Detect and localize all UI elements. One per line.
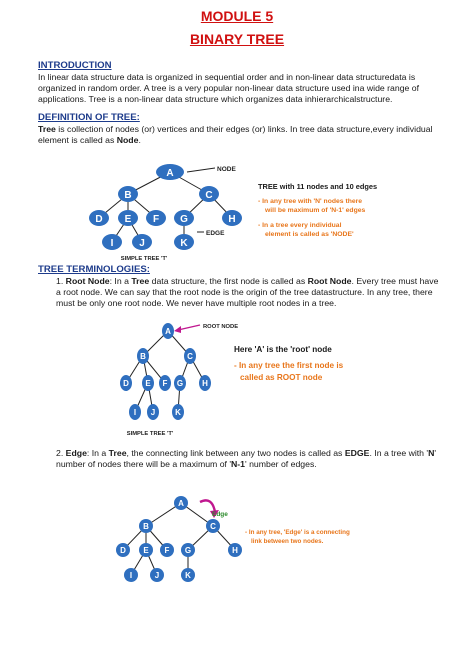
- tree-node-d: [89, 210, 109, 226]
- svg-text:K: K: [185, 571, 191, 580]
- svg-text:H: H: [232, 546, 238, 555]
- tree-node-g: [174, 210, 194, 226]
- svg-text:A: A: [178, 499, 184, 508]
- svg-text:I: I: [133, 408, 137, 417]
- figure-simple-tree-1: [0, 155, 474, 265]
- svg-text:J: J: [154, 571, 160, 580]
- tree-node-a: [156, 164, 184, 180]
- svg-text:J: J: [139, 238, 145, 249]
- tree-node-i: [102, 234, 122, 250]
- svg-text:G: G: [176, 379, 184, 388]
- tree2-node-f: [159, 375, 171, 391]
- svg-text:C: C: [187, 352, 193, 361]
- label-edge-green: Edge: [212, 511, 228, 518]
- edge-paragraph: 2. Edge: In a Tree, the connecting link between any two nodes is called as EDGE. In a tree with 'N' number of nodes there will be a maximum of 'N-1' number of edges.: [56, 448, 437, 470]
- intro-paragraph: In linear data structure data is organized in sequential order and in non-linear data structuredata is organized in random order. A tree is a very popular non-linear data structure used ina wide range of applications. Tree is a non-linear data structure which organizes data inhierarchicalstructure.: [38, 72, 420, 105]
- tree2-node-i: [129, 404, 141, 420]
- definition-term-node: Node: [116, 135, 139, 146]
- figure3-note-line2: link between two nodes.: [251, 538, 324, 545]
- label-node: NODE: [217, 166, 236, 173]
- svg-text:K: K: [180, 238, 188, 249]
- figure3-note-line1: - In any tree, 'Edge' is a connecting: [245, 529, 350, 536]
- svg-text:H: H: [228, 214, 236, 225]
- svg-text:D: D: [95, 214, 103, 225]
- svg-text:D: D: [123, 379, 129, 388]
- svg-text:F: F: [164, 546, 170, 555]
- svg-text:B: B: [140, 352, 146, 361]
- tree2-node-b: [137, 348, 149, 364]
- figure1-note1-line2: will be maximum of 'N-1' edges: [265, 207, 366, 214]
- tree3-node-a: [174, 496, 188, 510]
- tree2-node-c: [184, 348, 196, 364]
- svg-text:E: E: [124, 214, 132, 225]
- figure1-heading: TREE with 11 nodes and 10 edges: [258, 182, 378, 191]
- tree3-node-g: [181, 543, 195, 557]
- figure1-note1-line1: - In any tree with 'N' nodes there: [258, 198, 363, 205]
- figure2-note-line2: called as ROOT node: [240, 373, 323, 382]
- svg-text:E: E: [145, 379, 151, 388]
- svg-text:B: B: [143, 522, 149, 531]
- svg-text:C: C: [210, 522, 216, 531]
- tree3-node-b: [139, 519, 153, 533]
- root-node-paragraph: 1. Root Node: In a Tree data structure, the first node is called as Root Node. Every tree must have a root node. We can say that the root node is the origin of the tree datastructure. In any tree, there must be only one root node. We never have multiple root nodes in a tree.: [56, 276, 439, 309]
- tree-node-j: [132, 234, 152, 250]
- svg-text:K: K: [175, 408, 181, 417]
- tree2-node-d: [120, 375, 132, 391]
- definition-paragraph: Tree is collection of nodes (or) vertices and their edges (or) links. In tree data structure,every individual element is called as Node.: [38, 124, 433, 146]
- intro-heading: INTRODUCTION: [38, 60, 112, 71]
- svg-text:A: A: [166, 168, 174, 179]
- tree3-node-i: [124, 568, 138, 582]
- tree2-node-e: [142, 375, 154, 391]
- svg-text:J: J: [150, 408, 156, 417]
- tree3-node-k: [181, 568, 195, 582]
- tree-node-h: [222, 210, 242, 226]
- figure1-note2-line2: element is called as 'NODE': [265, 231, 354, 238]
- tree-node-e: [118, 210, 138, 226]
- svg-text:E: E: [143, 546, 149, 555]
- figure1-caption: SIMPLE TREE 'T': [120, 256, 168, 262]
- tree2-node-h: [199, 375, 211, 391]
- svg-text:D: D: [120, 546, 126, 555]
- tree3-node-j: [150, 568, 164, 582]
- svg-text:C: C: [205, 190, 213, 201]
- root-arrowhead: [174, 326, 181, 333]
- root-arrow: [178, 325, 200, 330]
- tree-node-c: [199, 186, 219, 202]
- tree2-node-a: [162, 323, 174, 339]
- tree-node-k: [174, 234, 194, 250]
- page-subtitle: BINARY TREE: [189, 31, 285, 47]
- figure2-heading: Here 'A' is the 'root' node: [234, 345, 332, 354]
- definition-term: Tree: [38, 124, 56, 134]
- svg-text:A: A: [165, 327, 171, 336]
- label-edge: EDGE: [206, 230, 225, 237]
- figure1-note2-line1: - In a tree every individual: [258, 222, 342, 229]
- terminologies-heading: TREE TERMINOLOGIES:: [38, 264, 150, 275]
- svg-text:I: I: [110, 238, 114, 249]
- svg-text:I: I: [129, 571, 133, 580]
- figure2-caption: SIMPLE TREE 'T': [126, 431, 174, 437]
- tree3-node-c: [206, 519, 220, 533]
- figure2-note-line1: - In any tree the first node is: [234, 361, 344, 370]
- figure2-edges: [126, 331, 205, 412]
- module-title: MODULE 5: [200, 8, 274, 24]
- tree3-node-d: [116, 543, 130, 557]
- figure-edge-tree: [0, 490, 474, 590]
- tree2-node-g: [174, 375, 186, 391]
- svg-text:F: F: [152, 214, 160, 225]
- definition-heading: DEFINITION OF TREE:: [38, 112, 140, 123]
- tree-node-b: [118, 186, 138, 202]
- tree-node-f: [146, 210, 166, 226]
- svg-text:B: B: [124, 190, 132, 201]
- svg-text:F: F: [162, 379, 168, 388]
- tree3-node-h: [228, 543, 242, 557]
- tree3-node-e: [139, 543, 153, 557]
- svg-text:G: G: [184, 546, 192, 555]
- tree3-node-f: [160, 543, 174, 557]
- label-root-node: ROOT NODE: [203, 324, 239, 330]
- tree2-node-k: [172, 404, 184, 420]
- tree2-node-j: [147, 404, 159, 420]
- svg-text:G: G: [180, 214, 188, 225]
- figure-root-node-tree: [0, 320, 474, 445]
- svg-text:H: H: [202, 379, 208, 388]
